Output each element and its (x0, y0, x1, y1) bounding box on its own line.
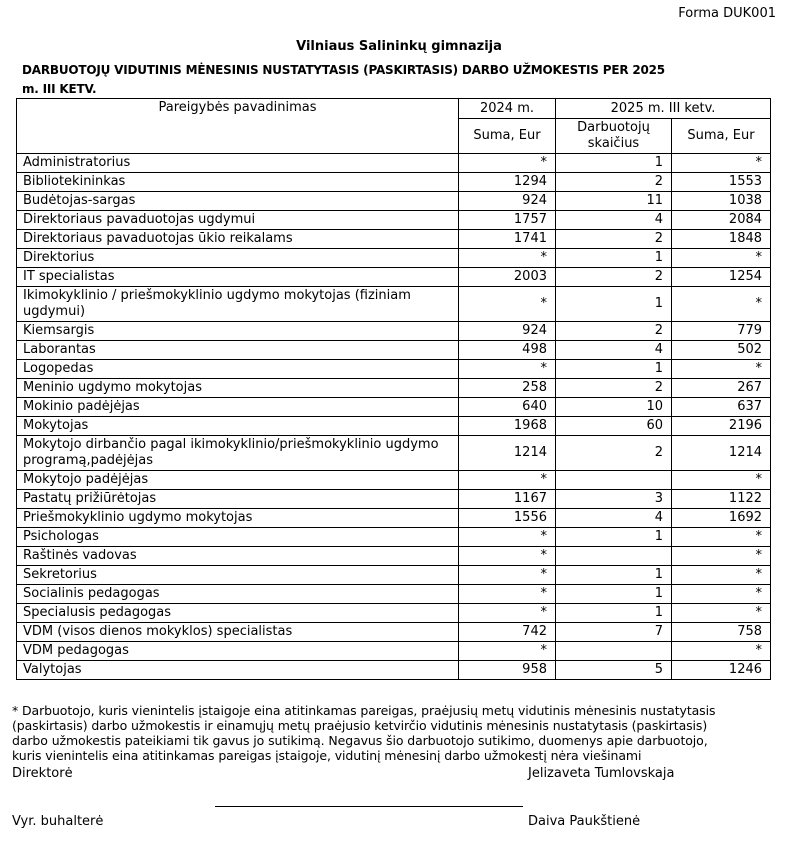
sum-2025-cell: 1254 (672, 268, 771, 287)
table-row (17, 417, 771, 436)
table-row (17, 642, 771, 661)
salary-table (16, 98, 771, 680)
position-cell: Priešmokyklinio ugdymo mokytojas (17, 509, 459, 528)
sum-2025-cell: * (672, 604, 771, 623)
employee-count-cell: 1 (556, 528, 672, 547)
position-cell: Logopedas (17, 360, 459, 379)
position-cell: Administratorius (17, 154, 459, 173)
table-row (17, 230, 771, 249)
table-row (17, 623, 771, 642)
table-header-row-1 (17, 99, 771, 119)
sum-2025-cell: 1214 (672, 436, 771, 471)
employee-count-cell: 1 (556, 287, 672, 322)
sum-2024-cell: * (459, 360, 556, 379)
position-cell: Ikimokyklinio / priešmokyklinio ugdymo mokytojas (fiziniam ugdymui) (17, 287, 459, 322)
sum-2025-cell: 1038 (672, 192, 771, 211)
sum-2024-cell: 1757 (459, 211, 556, 230)
employee-count-cell: 1 (556, 566, 672, 585)
employee-count-cell: 2 (556, 436, 672, 471)
footnote-line-1: * Darbuotojo, kuris vienintelis įstaigoje eina atitinkamas pareigas, praėjusių metų vidutinis mėnesinis nustatytasis (12, 703, 716, 718)
sum-2024-cell: 1294 (459, 173, 556, 192)
column-header-sum-2024: Suma, Eur (459, 119, 556, 154)
sum-2025-cell: 637 (672, 398, 771, 417)
sum-2024-cell: * (459, 566, 556, 585)
table-row (17, 211, 771, 230)
position-cell: Socialinis pedagogas (17, 585, 459, 604)
employee-count-cell: 2 (556, 230, 672, 249)
table-row (17, 528, 771, 547)
form-code: Forma DUK001 (678, 6, 776, 21)
employee-count-cell: 1 (556, 585, 672, 604)
position-cell: IT specialistas (17, 268, 459, 287)
position-cell: Pastatų prižiūrėtojas (17, 490, 459, 509)
employee-count-cell: 3 (556, 490, 672, 509)
position-cell: Raštinės vadovas (17, 547, 459, 566)
table-row (17, 341, 771, 360)
position-cell: Valytojas (17, 661, 459, 680)
director-title: Direktorė (12, 766, 73, 781)
sum-2024-cell: 924 (459, 322, 556, 341)
sum-2025-cell: * (672, 360, 771, 379)
sum-2025-cell: * (672, 471, 771, 490)
position-cell: Direktoriaus pavaduotojas ugdymui (17, 211, 459, 230)
table-row (17, 585, 771, 604)
table-row (17, 490, 771, 509)
employee-count-cell: 5 (556, 661, 672, 680)
position-cell: Sekretorius (17, 566, 459, 585)
position-cell: Bibliotekininkas (17, 173, 459, 192)
footnote-line-3: darbo užmokestis pateikiami tik gavus jo sutikimą. Negavus šio darbuotojo sutikimo, duomenys apie darbuotojo, (12, 733, 708, 748)
table-body (17, 154, 771, 680)
sum-2025-cell: 1692 (672, 509, 771, 528)
sum-2024-cell: 1167 (459, 490, 556, 509)
position-cell: Mokinio padėjėjas (17, 398, 459, 417)
sum-2025-cell: 2084 (672, 211, 771, 230)
table-row (17, 268, 771, 287)
sum-2024-cell: * (459, 642, 556, 661)
column-header-sum-2025: Suma, Eur (672, 119, 771, 154)
sum-2025-cell: * (672, 528, 771, 547)
sum-2025-cell: 267 (672, 379, 771, 398)
employee-count-cell: 1 (556, 604, 672, 623)
column-header-employee-count: Darbuotojų skaičius (556, 119, 672, 154)
sum-2025-cell: 1246 (672, 661, 771, 680)
sum-2024-cell: 2003 (459, 268, 556, 287)
employee-count-cell (556, 547, 672, 566)
employee-count-cell: 2 (556, 173, 672, 192)
employee-count-cell: 4 (556, 509, 672, 528)
table-row (17, 509, 771, 528)
table-row (17, 154, 771, 173)
position-cell: VDM pedagogas (17, 642, 459, 661)
position-cell: Direktorius (17, 249, 459, 268)
sum-2025-cell: 1122 (672, 490, 771, 509)
sum-2024-cell: 742 (459, 623, 556, 642)
director-name: Jelizaveta Tumlovskaja (528, 766, 675, 781)
position-cell: Mokytojo padėjėjas (17, 471, 459, 490)
sum-2024-cell: 924 (459, 192, 556, 211)
sum-2024-cell: 1741 (459, 230, 556, 249)
employee-count-cell: 10 (556, 398, 672, 417)
column-header-position: Pareigybės pavadinimas (17, 99, 459, 154)
sum-2025-cell: 758 (672, 623, 771, 642)
sum-2024-cell: 258 (459, 379, 556, 398)
employee-count-cell: 4 (556, 341, 672, 360)
footnote-line-4: kuris vienintelis eina atitinkamas pareigas įstaigoje, vidutinį mėnesinį darbo užmokestį nėra viešinami (12, 748, 642, 763)
sum-2024-cell: 1968 (459, 417, 556, 436)
employee-count-cell: 60 (556, 417, 672, 436)
table-row (17, 360, 771, 379)
sum-2024-cell: * (459, 547, 556, 566)
sum-2024-cell: * (459, 287, 556, 322)
sum-2024-cell: * (459, 585, 556, 604)
sum-2025-cell: * (672, 585, 771, 604)
accountant-signature-row (12, 814, 792, 830)
table-row (17, 661, 771, 680)
position-cell: Psichologas (17, 528, 459, 547)
position-cell: Direktoriaus pavaduotojas ūkio reikalams (17, 230, 459, 249)
employee-count-cell (556, 471, 672, 490)
table-row (17, 547, 771, 566)
table-row (17, 192, 771, 211)
sum-2025-cell: * (672, 642, 771, 661)
sum-2025-cell: 1848 (672, 230, 771, 249)
footnote (12, 703, 792, 763)
table-row (17, 436, 771, 471)
column-header-2025-q3: 2025 m. III ketv. (556, 99, 771, 119)
sum-2024-cell: 958 (459, 661, 556, 680)
sum-2024-cell: 498 (459, 341, 556, 360)
director-signature-row (12, 766, 792, 782)
table-row (17, 604, 771, 623)
sum-2025-cell: 1553 (672, 173, 771, 192)
table-row (17, 287, 771, 322)
sum-2024-cell: * (459, 471, 556, 490)
table-row (17, 322, 771, 341)
position-cell: Mokytojas (17, 417, 459, 436)
employee-count-cell: 2 (556, 268, 672, 287)
sum-2024-cell: * (459, 249, 556, 268)
employee-count-cell: 1 (556, 154, 672, 173)
table-row (17, 173, 771, 192)
sum-2024-cell: 1556 (459, 509, 556, 528)
position-cell: Meninio ugdymo mokytojas (17, 379, 459, 398)
table-row (17, 398, 771, 417)
sum-2025-cell: * (672, 154, 771, 173)
table-row (17, 566, 771, 585)
table-row (17, 249, 771, 268)
employee-count-cell: 11 (556, 192, 672, 211)
sum-2025-cell: * (672, 287, 771, 322)
institution-title: Vilniaus Salininkų gimnazija (296, 39, 502, 54)
position-cell: VDM (visos dienos mokyklos) specialistas (17, 623, 459, 642)
sum-2025-cell: 502 (672, 341, 771, 360)
position-cell: Kiemsargis (17, 322, 459, 341)
employee-count-cell: 2 (556, 322, 672, 341)
sum-2024-cell: * (459, 154, 556, 173)
employee-count-cell: 7 (556, 623, 672, 642)
heading-line-1: DARBUOTOJŲ VIDUTINIS MĖNESINIS NUSTATYTASIS (PASKIRTASIS) DARBO UŽMOKESTIS PER 2025 (22, 63, 665, 77)
heading-line-2: m. III KETV. (22, 82, 97, 96)
sum-2024-cell: 1214 (459, 436, 556, 471)
employee-count-cell (556, 642, 672, 661)
accountant-name: Daiva Paukštienė (528, 814, 641, 829)
sum-2024-cell: * (459, 604, 556, 623)
sum-2025-cell: * (672, 547, 771, 566)
footnote-line-2: (paskirtasis) darbo užmokestis ir einamųjų metų praėjusio ketvirčio vidutinis mėnesinis nustatytasis (paskirtasis) (12, 718, 708, 733)
position-cell: Mokytojo dirbančio pagal ikimokyklinio/priešmokyklinio ugdymo programą,padėjėjas (17, 436, 459, 471)
table-row (17, 471, 771, 490)
sum-2025-cell: 2196 (672, 417, 771, 436)
sum-2024-cell: 640 (459, 398, 556, 417)
sum-2025-cell: * (672, 249, 771, 268)
column-header-2024: 2024 m. (459, 99, 556, 119)
employee-count-cell: 2 (556, 379, 672, 398)
position-cell: Laborantas (17, 341, 459, 360)
table-row (17, 379, 771, 398)
position-cell: Budėtojas-sargas (17, 192, 459, 211)
position-cell: Specialusis pedagogas (17, 604, 459, 623)
sum-2025-cell: * (672, 566, 771, 585)
document-heading (22, 61, 782, 99)
sum-2024-cell: * (459, 528, 556, 547)
sum-2025-cell: 779 (672, 322, 771, 341)
employee-count-cell: 4 (556, 211, 672, 230)
employee-count-cell: 1 (556, 249, 672, 268)
employee-count-cell: 1 (556, 360, 672, 379)
accountant-title: Vyr. buhalterė (12, 814, 104, 829)
signature-line (215, 806, 523, 807)
